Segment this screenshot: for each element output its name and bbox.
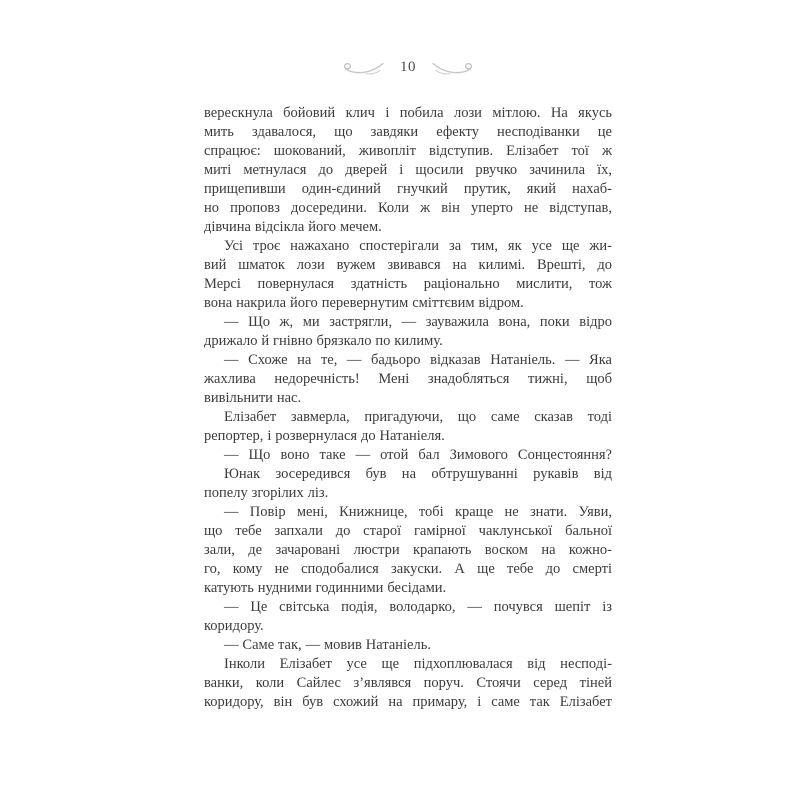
text-line: вивільнити нас.	[204, 390, 302, 406]
text-line: жахлива недоречність! Мені знадобляться тижні, щоб	[204, 371, 612, 387]
text-line: Елізабет завмерла, пригадуючи, що саме сказав тоді	[224, 409, 612, 425]
text-line: Юнак зосередився був на обтрушуванні рукавів від	[224, 466, 612, 482]
text-line: го, кому не сподобалися закуски. А ще тебе до смерті	[204, 561, 612, 577]
paragraph	[204, 598, 612, 636]
text-line: — Що ж, ми застрягли, — зауважила вона, поки відро	[224, 314, 612, 330]
text-line: спрацює: шокований, живопліт відступив. Елізабет тої ж	[204, 143, 612, 159]
text-line: дрижало й гнівно брязкало по килиму.	[204, 333, 443, 349]
text-line: вона накрила його перевернутим сміттєвим відром.	[204, 295, 524, 311]
text-line: мить здавалося, що завдяки ефекту несподіванки це	[204, 124, 612, 140]
flourish-left-icon	[340, 61, 384, 75]
text-line: вий шматок лози вужем звивався на килимі. Врешті, до	[204, 257, 612, 273]
text-line: катують нудними годинними бесідами.	[204, 580, 447, 596]
text-line: що тебе запхали до старої гамірної чаклунської бальної	[204, 523, 612, 539]
text-line: — Це світська подія, володарко, — почувся шепіт із	[224, 599, 612, 615]
text-line: коридору, він був схожий на примару, і саме так Елізабет	[204, 694, 612, 710]
paragraph	[204, 655, 612, 712]
text-line: верескнула бойовий клич і побила лози мітлою. На якусь	[204, 105, 612, 121]
paragraph	[204, 446, 612, 465]
page-header	[204, 56, 612, 80]
paragraph	[204, 104, 612, 237]
text-line: коридору.	[204, 618, 264, 634]
text-line: Мерсі повернулася здатність раціонально мислити, тож	[204, 276, 612, 292]
text-line: зали, де зачаровані люстри крапають воском на кожно-	[204, 542, 612, 558]
text-line: репортер, і розвернулася до Натаніеля.	[204, 428, 445, 444]
text-line: прищепивши один-єдиний гнучкий прутик, який нахаб-	[204, 181, 612, 197]
paragraph	[204, 237, 612, 313]
text-line: — Саме так, — мовив Натаніель.	[224, 637, 431, 653]
paragraph	[204, 313, 612, 351]
paragraph	[204, 351, 612, 408]
paragraph	[204, 503, 612, 598]
text-line: ванки, коли Сайлес з’являвся поруч. Стоячи серед тіней	[204, 675, 612, 691]
paragraph	[204, 408, 612, 446]
text-line: Інколи Елізабет усе ще підхоплювалася від несподі-	[224, 656, 612, 672]
paragraph	[204, 465, 612, 503]
text-line: миті метнулася до дверей і щосили рвучко зачинила їх,	[204, 162, 612, 178]
text-line: — Повір мені, Книжнице, тобі краще не знати. Уяви,	[224, 504, 612, 520]
page-number: 10	[400, 58, 416, 75]
paragraph	[204, 636, 612, 655]
text-line: — Що воно таке — отой бал Зимового Сонцестояння?	[224, 447, 612, 463]
text-column	[204, 104, 612, 712]
text-line: попелу згорілих ліз.	[204, 485, 329, 501]
text-line: Усі троє нажахано спостерігали за тим, як усе ще жи-	[224, 238, 612, 254]
text-line: дівчина відсікла його мечем.	[204, 219, 382, 235]
flourish-right-icon	[432, 61, 476, 75]
text-line: — Схоже на те, — бадьоро відказав Натаніель. — Яка	[224, 352, 612, 368]
text-line: но проповз досередини. Коли ж він уперто не відступав,	[204, 200, 612, 216]
